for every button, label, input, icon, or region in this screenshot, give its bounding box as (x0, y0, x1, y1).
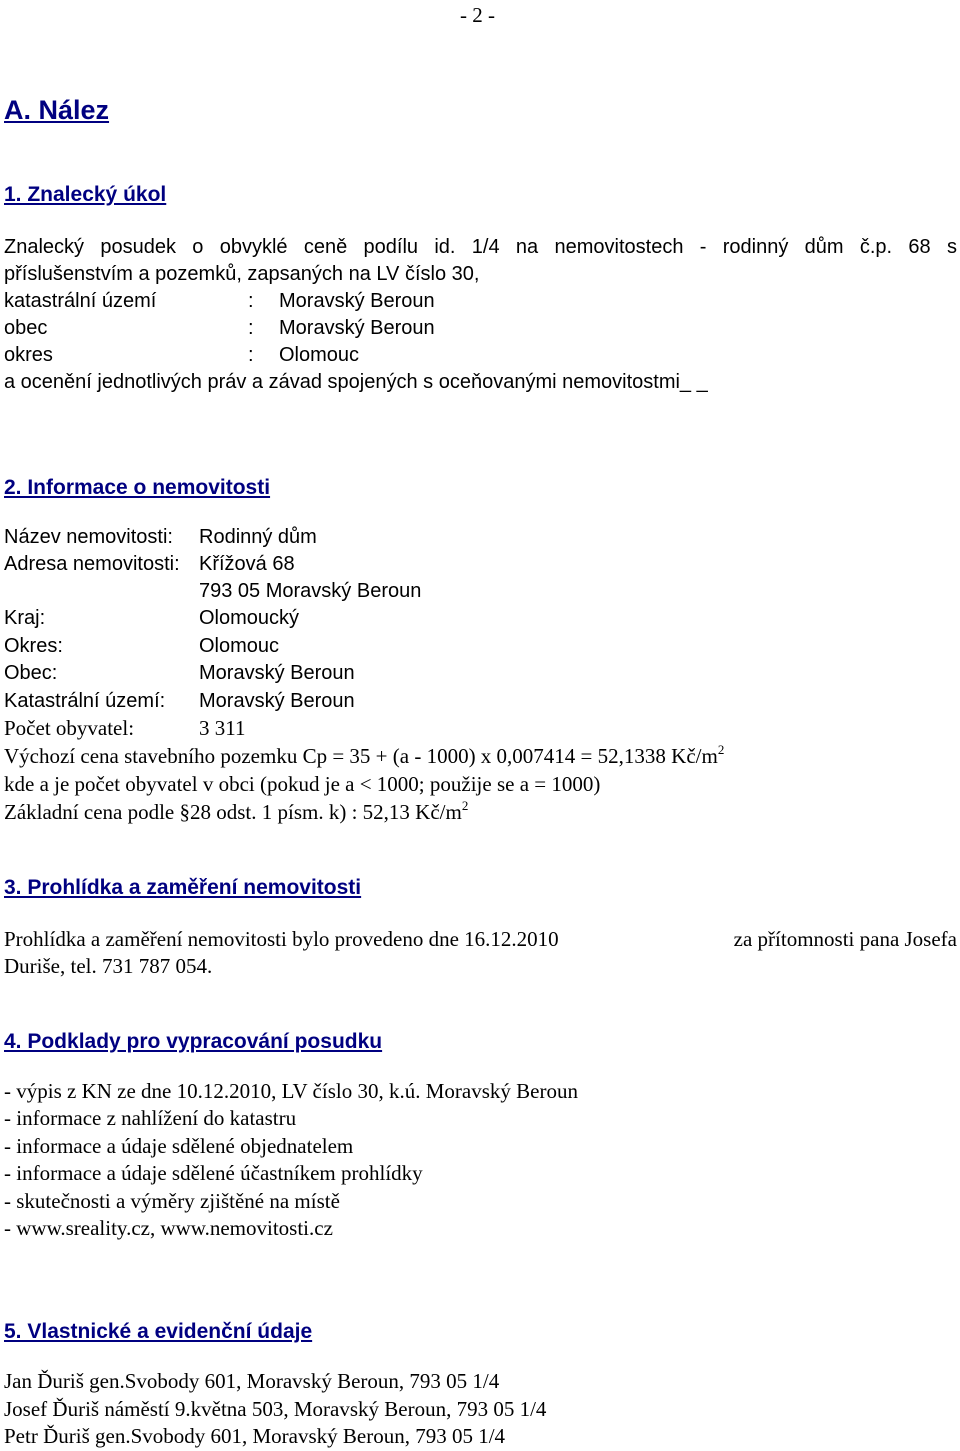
owner-row: Josef Ďuriš náměstí 9.května 503, Moravský Beroun, 793 05 1/4 (4, 1397, 547, 1421)
info-pocet (4, 715, 245, 742)
row-label: okres (4, 344, 53, 366)
main-title: A. Nález (4, 95, 110, 125)
info-label: Obec: (4, 662, 58, 684)
info-label: Název nemovitosti: (4, 526, 173, 548)
section3-line1-right: za přítomnosti pana Josefa (733, 927, 957, 951)
list-item: - informace a údaje sdělené objednatelem (4, 1134, 354, 1158)
info-cena (4, 743, 724, 770)
list-item: - www.sreality.cz, www.nemovitosti.cz (4, 1216, 333, 1240)
info-ku (4, 688, 355, 715)
info-label: Okres: (4, 635, 63, 657)
row-value: Moravský Beroun (279, 317, 435, 339)
info-value: 3 311 (199, 716, 246, 740)
info-nazev (4, 524, 317, 551)
info-kde: kde a je počet obyvatel v obci (pokud je a < 1000; použije se a = 1000) (4, 772, 601, 796)
section3-paragraph (4, 926, 957, 980)
info-label: Adresa nemovitosti: (4, 553, 180, 575)
info-value: Moravský Beroun (199, 662, 355, 684)
list-item: - informace z nahlížení do katastru (4, 1106, 297, 1130)
section3-line2: Duriše, tel. 731 787 054. (4, 954, 213, 978)
info-okres (4, 633, 279, 660)
info-kraj (4, 605, 299, 632)
page-number: - 2 - (460, 3, 495, 27)
section3-line1 (4, 926, 957, 953)
zakladni-text: Základní cena podle §28 odst. 1 písm. k) : 52,13 Kč/m (4, 800, 462, 824)
info-label: Počet obyvatel: (4, 716, 135, 740)
section5-heading: 5. Vlastnické a evidenční údaje (4, 1320, 313, 1343)
section1-row-okres (4, 342, 359, 369)
info-label: Katastrální území: (4, 690, 166, 712)
row-sep: : (248, 344, 254, 366)
section1-line1: Znalecký posudek o obvyklé ceně podílu id. 1/4 na nemovitostech - rodinný dům č.p. 68 s (4, 236, 957, 258)
row-label: obec (4, 317, 48, 339)
info-value: Olomoucký (199, 607, 300, 629)
info-value: 793 05 Moravský Beroun (199, 580, 422, 602)
info-zakladni (4, 799, 468, 826)
cena-text: Výchozí cena stavebního pozemku Cp = 35 + (a - 1000) x 0,007414 = 52,1338 Kč/m (4, 744, 718, 768)
info-label: Kraj: (4, 607, 46, 629)
row-sep: : (248, 290, 254, 312)
section2-heading: 2. Informace o nemovitosti (4, 476, 271, 499)
info-obec (4, 660, 355, 687)
section1-row-obec (4, 315, 435, 342)
info-value: Moravský Beroun (199, 690, 355, 712)
zakladni-sup: 2 (461, 798, 469, 813)
row-label: katastrální území (4, 290, 157, 312)
section4-heading: 4. Podklady pro vypracování posudku (4, 1030, 383, 1053)
row-sep: : (248, 317, 254, 339)
section3-heading: 3. Prohlídka a zaměření nemovitosti (4, 876, 362, 899)
row-value: Olomouc (279, 344, 360, 366)
info-adresa (4, 551, 295, 578)
info-value: Rodinný dům (199, 526, 317, 548)
list-item: - skutečnosti a výměry zjištěné na místě (4, 1189, 340, 1213)
section1-line2: příslušenstvím a pozemků, zapsaných na LV číslo 30, (4, 263, 480, 285)
section1-line-last: a ocenění jednotlivých práv a závad spojených s oceňovanými nemovitostmi_ _ (4, 371, 708, 393)
section3-line1-left: Prohlídka a zaměření nemovitosti bylo provedeno dne 16.12.2010 (4, 927, 559, 951)
section1-heading: 1. Znalecký úkol (4, 183, 167, 206)
owner-row: Jan Ďuriš gen.Svobody 601, Moravský Beroun, 793 05 1/4 (4, 1369, 500, 1393)
cena-sup: 2 (717, 742, 725, 757)
info-value: Olomouc (199, 635, 280, 657)
info-value: Křížová 68 (199, 553, 295, 575)
section1-row-ku (4, 288, 435, 315)
list-item: - informace a údaje sdělené účastníkem prohlídky (4, 1161, 423, 1185)
owner-row: Petr Ďuriš gen.Svobody 601, Moravský Beroun, 793 05 1/4 (4, 1424, 506, 1448)
list-item: - výpis z KN ze dne 10.12.2010, LV číslo 30, k.ú. Moravský Beroun (4, 1079, 578, 1103)
row-value: Moravský Beroun (279, 290, 435, 312)
info-adresa-2 (4, 578, 421, 605)
